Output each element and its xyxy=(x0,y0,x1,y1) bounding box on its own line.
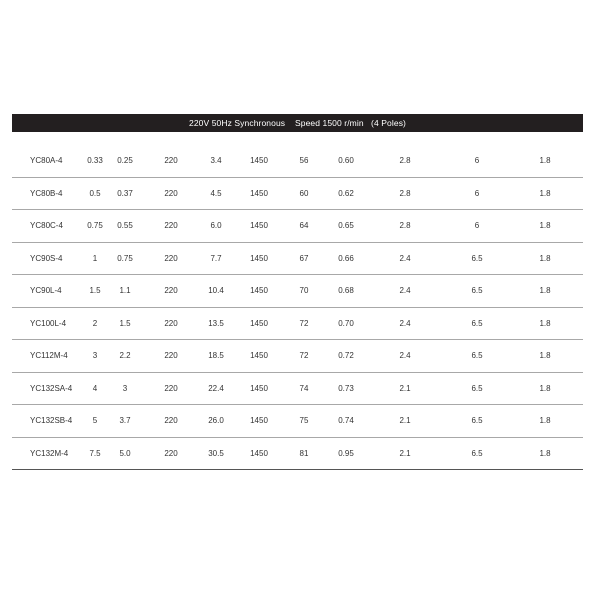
model-cell: YC90S-4 xyxy=(30,253,63,263)
speed-cell: 1450 xyxy=(250,383,268,393)
voltage-cell: 220 xyxy=(164,351,178,360)
power-factor-cell: 0.60 xyxy=(338,156,354,165)
starting-torque-cell: 2.4 xyxy=(399,351,411,360)
starting-torque-cell: 2.1 xyxy=(399,383,411,393)
table-row xyxy=(12,308,583,341)
speed-cell: 1450 xyxy=(250,286,268,295)
power-factor-cell: 0.62 xyxy=(338,188,354,198)
efficiency-cell: 70 xyxy=(299,286,309,295)
starting-torque-cell: 2.4 xyxy=(399,318,411,328)
model-cell: YC100L-4 xyxy=(30,318,67,328)
kw-cell: 5 xyxy=(92,416,98,425)
current-cell: 10.4 xyxy=(208,286,224,295)
table-row xyxy=(12,243,583,276)
table-row xyxy=(12,178,583,211)
starting-current-cell: 6.5 xyxy=(471,448,483,458)
hp-cell: 0.25 xyxy=(117,156,133,165)
model-cell: YC90L-4 xyxy=(30,286,62,295)
hp-cell: 0.55 xyxy=(117,221,133,230)
table-row xyxy=(12,145,583,178)
current-cell: 22.4 xyxy=(208,383,224,393)
kw-cell: 7.5 xyxy=(89,448,101,458)
kw-cell: 0.5 xyxy=(89,188,101,198)
voltage-cell: 220 xyxy=(164,221,178,230)
efficiency-cell: 60 xyxy=(299,188,309,198)
max-torque-cell: 1.8 xyxy=(539,416,551,425)
motor-spec-table xyxy=(12,114,583,470)
current-cell: 18.5 xyxy=(208,351,224,360)
starting-torque-cell: 2.8 xyxy=(399,221,411,230)
voltage-cell: 220 xyxy=(164,253,178,263)
starting-current-cell: 6.5 xyxy=(471,253,483,263)
model-cell: YC80C-4 xyxy=(30,221,63,230)
current-cell: 6.0 xyxy=(210,221,222,230)
kw-cell: 2 xyxy=(92,318,98,328)
starting-torque-cell: 2.8 xyxy=(399,156,411,165)
speed-cell: 1450 xyxy=(250,318,268,328)
table-row xyxy=(12,438,583,471)
starting-current-cell: 6.5 xyxy=(471,416,483,425)
current-cell: 26.0 xyxy=(208,416,224,425)
table-row xyxy=(12,340,583,373)
speed-cell: 1450 xyxy=(250,156,268,165)
current-cell: 7.7 xyxy=(210,253,222,263)
speed-cell: 1450 xyxy=(250,448,268,458)
speed-cell: 1450 xyxy=(250,351,268,360)
max-torque-cell: 1.8 xyxy=(539,188,551,198)
voltage-cell: 220 xyxy=(164,383,178,393)
power-factor-cell: 0.74 xyxy=(338,416,354,425)
starting-torque-cell: 2.8 xyxy=(399,188,411,198)
voltage-cell: 220 xyxy=(164,286,178,295)
efficiency-cell: 81 xyxy=(299,448,309,458)
power-factor-cell: 0.95 xyxy=(338,448,354,458)
kw-cell: 0.33 xyxy=(87,156,103,165)
power-factor-cell: 0.73 xyxy=(338,383,354,393)
table-row xyxy=(12,405,583,438)
speed-cell: 1450 xyxy=(250,253,268,263)
efficiency-cell: 75 xyxy=(299,416,309,425)
model-cell: YC80B-4 xyxy=(30,188,63,198)
table-row xyxy=(12,210,583,243)
starting-torque-cell: 2.4 xyxy=(399,286,411,295)
efficiency-cell: 67 xyxy=(299,253,309,263)
voltage-cell: 220 xyxy=(164,188,178,198)
hp-cell: 0.75 xyxy=(117,253,133,263)
hp-cell: 5.0 xyxy=(119,448,131,458)
kw-cell: 1.5 xyxy=(89,286,101,295)
model-cell: YC112M-4 xyxy=(30,351,68,360)
speed-cell: 1450 xyxy=(250,188,268,198)
starting-current-cell: 6.5 xyxy=(471,318,483,328)
starting-current-cell: 6 xyxy=(474,156,480,165)
kw-cell: 0.75 xyxy=(87,221,103,230)
max-torque-cell: 1.8 xyxy=(539,448,551,458)
hp-cell: 3.7 xyxy=(119,416,131,425)
power-factor-cell: 0.68 xyxy=(338,286,354,295)
hp-cell: 3 xyxy=(122,383,128,393)
max-torque-cell: 1.8 xyxy=(539,383,551,393)
efficiency-cell: 72 xyxy=(299,318,309,328)
starting-current-cell: 6 xyxy=(474,188,480,198)
starting-current-cell: 6 xyxy=(474,221,480,230)
table-row xyxy=(12,373,583,406)
current-cell: 3.4 xyxy=(210,156,222,165)
max-torque-cell: 1.8 xyxy=(539,156,551,165)
voltage-cell: 220 xyxy=(164,318,178,328)
hp-cell: 1.1 xyxy=(119,286,131,295)
efficiency-cell: 72 xyxy=(299,351,309,360)
model-cell: YC80A-4 xyxy=(30,156,63,165)
current-cell: 30.5 xyxy=(208,448,224,458)
power-factor-cell: 0.65 xyxy=(338,221,354,230)
speed-cell: 1450 xyxy=(250,221,268,230)
max-torque-cell: 1.8 xyxy=(539,351,551,360)
max-torque-cell: 1.8 xyxy=(539,253,551,263)
starting-current-cell: 6.5 xyxy=(471,286,483,295)
starting-current-cell: 6.5 xyxy=(471,383,483,393)
hp-cell: 0.37 xyxy=(117,188,133,198)
voltage-cell: 220 xyxy=(164,416,178,425)
max-torque-cell: 1.8 xyxy=(539,286,551,295)
power-factor-cell: 0.66 xyxy=(338,253,354,263)
power-factor-cell: 0.72 xyxy=(338,351,354,360)
starting-current-cell: 6.5 xyxy=(471,351,483,360)
power-factor-cell: 0.70 xyxy=(338,318,354,328)
kw-cell: 3 xyxy=(92,351,98,360)
table-body xyxy=(12,145,583,470)
starting-torque-cell: 2.1 xyxy=(399,448,411,458)
model-cell: YC132SB-4 xyxy=(30,416,73,425)
table-header-bar: 220V 50Hz Synchronous Speed 1500 r/min (4 Poles) xyxy=(12,114,583,132)
hp-cell: 2.2 xyxy=(119,351,131,360)
starting-torque-cell: 2.4 xyxy=(399,253,411,263)
voltage-cell: 220 xyxy=(164,156,178,165)
hp-cell: 1.5 xyxy=(119,318,131,328)
table-row xyxy=(12,275,583,308)
efficiency-cell: 64 xyxy=(299,221,309,230)
max-torque-cell: 1.8 xyxy=(539,221,551,230)
efficiency-cell: 74 xyxy=(299,383,309,393)
max-torque-cell: 1.8 xyxy=(539,318,551,328)
voltage-cell: 220 xyxy=(164,448,178,458)
starting-torque-cell: 2.1 xyxy=(399,416,411,425)
kw-cell: 1 xyxy=(92,253,98,263)
current-cell: 4.5 xyxy=(210,188,222,198)
kw-cell: 4 xyxy=(92,383,98,393)
current-cell: 13.5 xyxy=(208,318,224,328)
model-cell: YC132M-4 xyxy=(30,448,69,458)
model-cell: YC132SA-4 xyxy=(30,383,73,393)
efficiency-cell: 56 xyxy=(299,156,309,165)
speed-cell: 1450 xyxy=(250,416,268,425)
